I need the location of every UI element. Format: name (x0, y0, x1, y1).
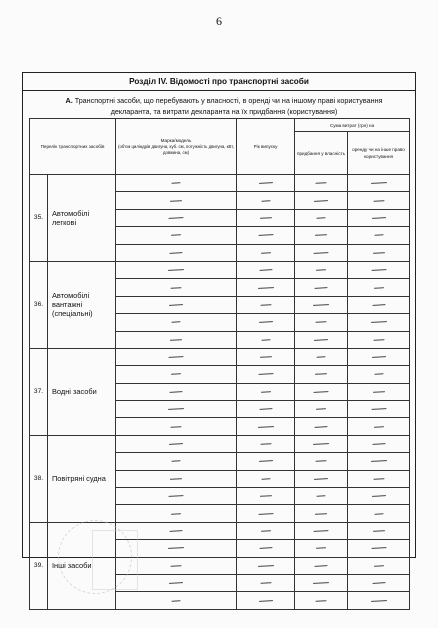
dash-cell (295, 540, 348, 557)
dash-mark (316, 409, 326, 411)
dash-mark (313, 304, 329, 306)
dash-mark (372, 252, 384, 254)
dash-cell (348, 574, 410, 591)
dash-cell (348, 331, 410, 348)
dash-cell (295, 522, 348, 539)
dash-cell (348, 470, 410, 487)
dash-mark (315, 182, 326, 184)
dash-mark (313, 252, 328, 254)
dash-cell (237, 488, 295, 505)
dash-cell (295, 418, 348, 435)
dash-mark (372, 582, 385, 584)
dash-mark (315, 235, 327, 237)
dash-cell (348, 314, 410, 331)
dash-mark (374, 374, 383, 375)
dash-mark (170, 287, 181, 289)
dash-cell (116, 331, 237, 348)
dash-mark (372, 391, 384, 393)
dash-mark (169, 391, 182, 393)
dash-cell (116, 488, 237, 505)
dash-mark (260, 582, 271, 584)
dash-mark (257, 287, 273, 289)
dash-mark (259, 356, 271, 358)
dash-mark (169, 443, 183, 445)
category-label: Автомобілі вантажні (спеціальні) (48, 261, 116, 348)
dash-cell (348, 279, 410, 296)
page-number: 6 (216, 14, 222, 28)
subsection-text: Транспортні засоби, що перебувають у власності, в оренді чи на іншому праві користування декларанта, та витрати декларанта на їх придбання (користування) (74, 96, 383, 116)
category-number: 37. (30, 348, 48, 435)
dash-mark (371, 408, 386, 410)
dash-mark (372, 304, 385, 306)
category-number: 39. (30, 522, 48, 609)
dash-cell (348, 522, 410, 539)
dash-cell (237, 505, 295, 522)
dash-cell (348, 540, 410, 557)
dash-cell (237, 435, 295, 452)
dash-cell (116, 314, 237, 331)
dash-mark (260, 530, 270, 532)
dash-cell (295, 505, 348, 522)
dash-cell (237, 366, 295, 383)
dash-cell (116, 418, 237, 435)
dash-cell (237, 522, 295, 539)
header-list (30, 119, 116, 175)
dash-mark (314, 287, 327, 289)
header-brand (116, 119, 237, 175)
dash-cell (295, 227, 348, 244)
dash-mark (258, 600, 272, 602)
dash-mark (261, 339, 270, 340)
table-row (30, 261, 410, 278)
dash-cell (295, 401, 348, 418)
dash-mark (168, 217, 183, 219)
dash-cell (116, 227, 237, 244)
dash-cell (348, 244, 410, 261)
dash-cell (237, 557, 295, 574)
dash-mark (370, 321, 386, 323)
dash-mark (170, 565, 181, 567)
dash-cell (348, 418, 410, 435)
dash-cell (348, 401, 410, 418)
dash-mark (258, 513, 273, 515)
header-acquire (295, 132, 348, 175)
dash-cell (237, 314, 295, 331)
dash-cell (116, 279, 237, 296)
dash-cell (237, 331, 295, 348)
dash-mark (315, 461, 326, 463)
dash-mark (371, 356, 385, 358)
table-row (30, 175, 410, 192)
dash-cell (295, 592, 348, 609)
dash-mark (168, 269, 184, 271)
category-label: Повітряні судна (48, 435, 116, 522)
form-frame (22, 72, 416, 571)
dash-mark (260, 304, 271, 306)
dash-cell (295, 314, 348, 331)
dash-cell (295, 348, 348, 365)
dash-cell (295, 470, 348, 487)
dash-cell (116, 383, 237, 400)
dash-mark (260, 252, 270, 254)
dash-cell (348, 209, 410, 226)
dash-mark (257, 565, 273, 567)
dash-cell (295, 331, 348, 348)
dash-cell (295, 488, 348, 505)
dash-mark (314, 200, 328, 202)
dash-cell (237, 574, 295, 591)
dash-cell (237, 540, 295, 557)
dash-cell (116, 435, 237, 452)
dash-mark (316, 548, 326, 550)
dash-mark (168, 495, 183, 497)
dash-mark (370, 461, 386, 463)
dash-cell (237, 175, 295, 192)
dash-mark (315, 322, 326, 324)
dash-mark (372, 530, 384, 532)
dash-mark (258, 234, 273, 236)
dash-mark (171, 600, 180, 601)
header-brand-label: Марка/модель (160, 137, 192, 143)
dash-mark (315, 600, 326, 602)
dash-mark (373, 287, 383, 289)
header-expense-group (295, 119, 410, 132)
dash-mark (371, 269, 386, 271)
dash-mark (168, 408, 184, 410)
dash-mark (259, 217, 271, 219)
dash-mark (314, 478, 328, 480)
dash-cell (348, 366, 410, 383)
dash-cell (116, 505, 237, 522)
dash-mark (313, 391, 328, 393)
dash-mark (315, 513, 327, 515)
table-row (30, 435, 410, 452)
dash-mark (168, 547, 184, 549)
header-expense-label: Сума витрат (грн) на (329, 122, 375, 128)
dash-mark (373, 565, 383, 567)
dash-cell (116, 348, 237, 365)
dash-cell (237, 192, 295, 209)
section-title: Розділ IV. Відомості про транспортні засоби (23, 73, 415, 91)
dash-cell (295, 261, 348, 278)
dash-mark (258, 461, 272, 463)
dash-mark (168, 356, 183, 358)
dash-mark (370, 182, 386, 184)
header-year-label: Рік випуску (253, 144, 278, 149)
dash-mark (313, 582, 329, 584)
dash-mark (314, 565, 327, 567)
dash-cell (348, 453, 410, 470)
dash-cell (348, 296, 410, 313)
dash-cell (237, 401, 295, 418)
dash-cell (116, 192, 237, 209)
dash-mark (313, 530, 328, 532)
dash-cell (295, 192, 348, 209)
dash-mark (372, 443, 385, 445)
dash-mark (257, 426, 273, 428)
dash-mark (314, 339, 328, 341)
dash-mark (170, 339, 182, 341)
stamp-emblem (92, 530, 138, 590)
header-brand-detail: (об'єм циліндрів двигуна, куб. см, потужність двигуна, кВт, довжина, см) (118, 143, 234, 155)
dash-mark (370, 600, 386, 602)
dash-cell (237, 244, 295, 261)
dash-mark (171, 374, 181, 376)
dash-mark (371, 217, 385, 219)
header-year (237, 119, 295, 175)
dash-cell (295, 244, 348, 261)
dash-cell (295, 279, 348, 296)
dash-mark (171, 182, 180, 183)
dash-cell (348, 261, 410, 278)
dash-cell (348, 192, 410, 209)
dash-mark (170, 200, 182, 202)
dash-mark (259, 495, 271, 497)
dash-mark (171, 235, 181, 237)
dash-mark (261, 200, 270, 201)
dash-cell (237, 383, 295, 400)
dash-cell (237, 592, 295, 609)
dash-mark (260, 443, 271, 445)
dash-cell (348, 557, 410, 574)
category-label: Інші засоби (48, 522, 116, 609)
dash-cell (295, 557, 348, 574)
dash-cell (237, 279, 295, 296)
dash-cell (295, 366, 348, 383)
dash-cell (348, 435, 410, 452)
dash-cell (116, 296, 237, 313)
dash-cell (295, 175, 348, 192)
dash-cell (237, 261, 295, 278)
dash-cell (116, 366, 237, 383)
header-list-label: Перелік транспортних засобів (40, 144, 105, 149)
header-acquire-label: придбання у власність (297, 150, 345, 156)
dash-mark (258, 374, 273, 376)
category-label: Водні засоби (48, 348, 116, 435)
dash-mark (171, 322, 180, 323)
dash-cell (116, 453, 237, 470)
dash-cell (295, 383, 348, 400)
dash-mark (313, 443, 329, 445)
dash-mark (316, 495, 325, 496)
dash-mark (259, 408, 272, 410)
dash-mark (260, 391, 270, 393)
dash-cell (237, 227, 295, 244)
dash-mark (314, 426, 327, 428)
dash-cell (348, 227, 410, 244)
dash-mark (315, 374, 327, 376)
dash-mark (316, 356, 325, 357)
dash-mark (374, 513, 383, 514)
dash-mark (374, 235, 383, 236)
dash-cell (237, 296, 295, 313)
dash-mark (373, 478, 384, 480)
header-rent-label: оренду чи на інше право користування (352, 147, 405, 159)
dash-mark (371, 547, 386, 549)
dash-mark (259, 548, 272, 550)
dash-cell (348, 592, 410, 609)
dash-mark (316, 269, 326, 271)
dash-mark (316, 217, 325, 218)
dash-mark (373, 200, 384, 202)
dash-mark (371, 495, 385, 497)
dash-mark (258, 321, 272, 323)
subsection-heading (51, 95, 397, 117)
dash-mark (171, 461, 180, 462)
dash-cell (348, 488, 410, 505)
dash-cell (348, 348, 410, 365)
category-number: 35. (30, 175, 48, 262)
dash-cell (116, 175, 237, 192)
dash-cell (237, 348, 295, 365)
dash-cell (237, 418, 295, 435)
dash-cell (348, 175, 410, 192)
dash-cell (116, 261, 237, 278)
dash-mark (169, 582, 183, 584)
dash-cell (116, 401, 237, 418)
category-number: 38. (30, 435, 48, 522)
dash-mark (169, 304, 183, 306)
category-label: Автомобілі легкові (48, 175, 116, 262)
dash-cell (237, 209, 295, 226)
dash-cell (295, 296, 348, 313)
dash-cell (295, 453, 348, 470)
category-number: 36. (30, 261, 48, 348)
dash-mark (169, 252, 182, 254)
dash-mark (373, 426, 383, 428)
dash-mark (258, 182, 272, 184)
dash-cell (237, 453, 295, 470)
dash-cell (116, 470, 237, 487)
dash-mark (373, 339, 384, 341)
dash-cell (295, 209, 348, 226)
dash-mark (259, 269, 272, 271)
dash-cell (116, 244, 237, 261)
dash-mark (169, 530, 182, 532)
dash-mark (170, 478, 182, 480)
dash-cell (348, 383, 410, 400)
dash-cell (295, 574, 348, 591)
dash-cell (116, 209, 237, 226)
dash-cell (116, 592, 237, 609)
header-rent (348, 132, 410, 175)
dash-mark (170, 426, 181, 428)
dash-cell (348, 505, 410, 522)
dash-cell (237, 470, 295, 487)
dash-mark (261, 478, 270, 479)
table-row (30, 348, 410, 365)
dash-mark (171, 513, 181, 515)
dash-cell (295, 435, 348, 452)
subsection-letter: А. (65, 96, 73, 105)
